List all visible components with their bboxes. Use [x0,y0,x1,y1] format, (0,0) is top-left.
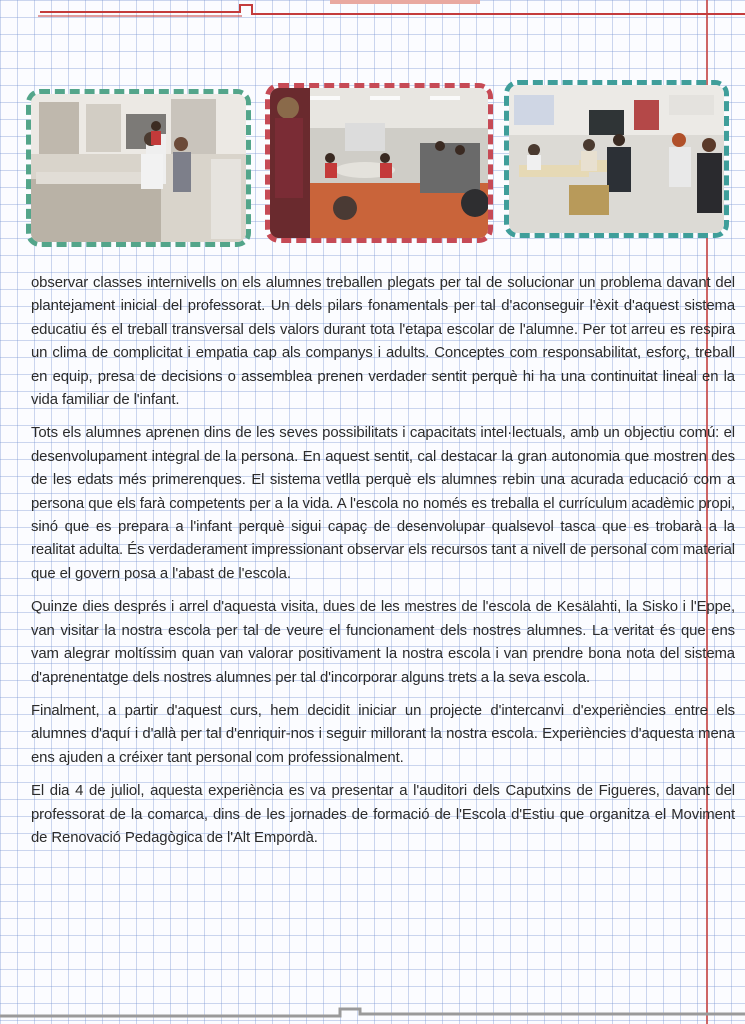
paragraph: Tots els alumnes aprenen dins de les seves possibilitats i capacitats intel·lectuals, amb un objectiu comú: el desenvolupament integral de la persona. En aquest sentit, cal destacar la gran autonomia que mostren des de les edats més primerenques. El sistema vetlla perquè els alumnes rebin una acurada educació com a persona que els farà competents per a la vida. A l'escola no només es treballa el currículum acadèmic propi, sinó que es prepara a l'infant perquè sigui capaç de desenvolupar qualsevol tasca que es trobarà a la realitat adulta. És verdaderament impressionant observar els recursos tant a nivell de personal com material que el govern posa a l'abast de l'escola. [31,425,735,582]
students-at-desks-photo [504,80,729,238]
paragraph: Quinze dies després i arrel d'aquesta visita, dues de les mestres de l'escola de Kesälahti, la Sisko i l'Eppe, van visitar la nostra escola per tal de veure el funcionament dels nostres alumnes. La veritat és que ens vam alegrar moltíssim quan van valorar positivament la nostra escola i van prendre bona nota del sistema d'aprenentatge dels nostres alumnes per tal d'incorporar alguns trets a la seva escola. [31,599,735,686]
bottom-frame-line [0,994,745,1024]
classroom-kitchen-photo [26,89,251,247]
top-red-frame [0,0,745,30]
paragraph: observar classes internivells on els alumnes treballen plegats per tal de solucionar un problema davant del plantejament inicial del professorat. Un dels pilars fonamentals per tal d'aconseguir l'èxit d'aquest sistema educatiu és el treball transversal dels valors durant tota l'etapa escolar de l'alumne. Per tot arreu es respira un clima de complicitat i empatia cap als companys i adults. Conceptes com responsabilitat, esforç, treball en equip, presa de decisions o assemblea prenen verdader sentit perquè hi ha una continuitat lineal en la vida familiar de l'infant. [31,275,735,409]
article-body [31,272,735,860]
paragraph: Finalment, a partir d'aquest curs, hem decidit iniciar un projecte d'intercanvi d'experiències entre els alumnes d'aquí i d'allà per tal d'enriquir-nos i seguir millorant la nostra escola. Experiències d'aquesta mena ens ajuden a créixer tant personal com professionalment. [31,702,735,766]
students-in-classroom-photo [265,83,493,243]
paragraph: El dia 4 de juliol, aquesta experiència es va presentar a l'auditori dels Caputxins de Figueres, davant del professorat de la comarca, dins de les jornades de formació de l'Escola d'Estiu que organitza el Moviment de Renovació Pedagògica de l'Alt Empordà. [31,783,735,846]
